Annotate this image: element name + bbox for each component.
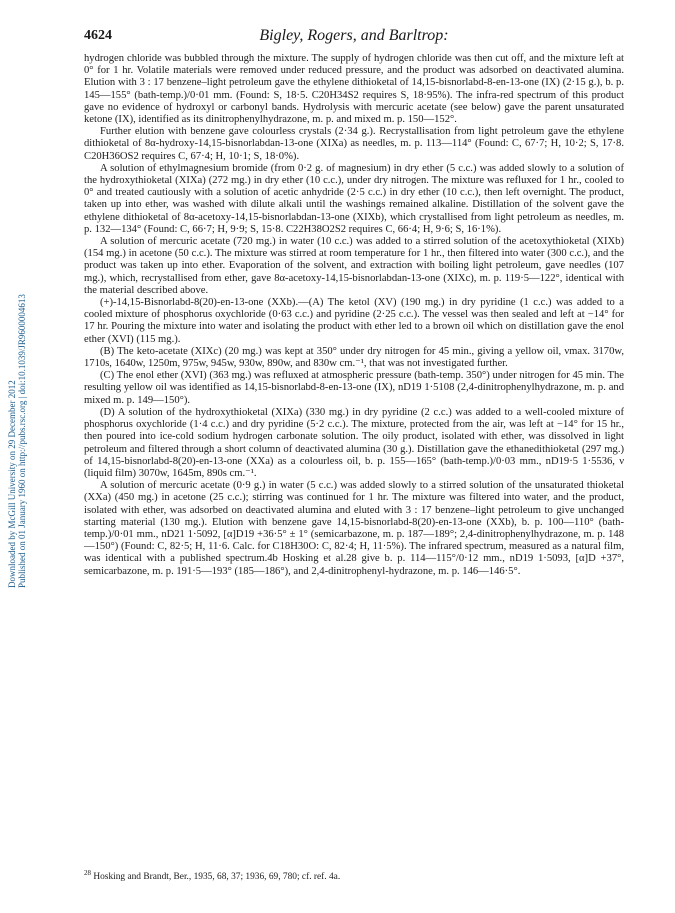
paragraph: A solution of mercuric acetate (0·9 g.) in water (5 c.c.) was added slowly to a stirred solution of the unsaturated thioketal (XXa) (450 mg.) in acetone (25 c.c.); stirring was continued for 1 hr. The mixture was filtered into water, and the product, isolated with ether, was adsorbed on deactivated alumina and eluted with 3 : 17 benzene–light petroleum to give unchanged starting material (130 mg.). Elution with benzene gave 14,15-bisnorlabd-8(20)-en-13-one (XXb), b. p. 100—110° (bath-temp.)/0·01 mm., nD21 1·5092, [α]D19 +36·5° ± 1° (semicarbazone, m. p. 187—189°; 2,4-dinitrophenylhydrazone, m. p. 148—150°) (Found: C, 82·5; H, 11·6. Calc. for C18H30O: C, 82·4; H, 11·5%). The infrared spectrum, measured as a natural film, was identical with a published spectrum.4b Hosking et al.28 give b. p. 114—115°/0·12 mm., nD19 1·5093, [α]D +37°, semicarbazone, m. p. 191·5—193° (185—186°), and 2,4-dinitrophenyl-hydrazone, m. p. 146—146·5°. xyxy=(84,480,624,577)
footnote-mark: 28 xyxy=(84,869,91,877)
publication-notice: Published on 01 January 1960 on http://pubs.rsc.org | doi:10.1039/JR9600004613 xyxy=(17,294,27,588)
download-watermark xyxy=(0,0,27,913)
article-body xyxy=(84,53,624,578)
paragraph: Further elution with benzene gave colourless crystals (2·34 g.). Recrystallisation from light petroleum gave the ethylene dithioketal of 8α-hydroxy-14,15-bisnorlabdan-13-one (XIXa) as needles, m. p. 113—114° (Found: C, 67·7; H, 10·2; S, 17·8. C20H36OS2 requires C, 67·4; H, 10·1; S, 18·0%). xyxy=(84,126,624,162)
paragraph: A solution of mercuric acetate (720 mg.) in water (10 c.c.) was added to a stirred solution of the acetoxythioketal (XIXb) (154 mg.) in acetone (50 c.c.). The mixture was stirred at room temperature for 1 hr., then filtered into water (300 c.c.), and the product was taken up into ether. Evaporation of the solvent, and extraction with boiling light petroleum, gave needles (107 mg.), which, recrystallised from ether, gave 8α-acetoxy-14,15-bisnorlabdan-13-one (XIXc), m. p. 119·5—122°, identical with the material described above. xyxy=(84,236,624,296)
running-head: Bigley, Rogers, and Barltrop: xyxy=(259,27,449,44)
paragraph: hydrogen chloride was bubbled through the mixture. The supply of hydrogen chloride was then cut off, and the mixture left at 0° for 1 hr. Volatile materials were removed under reduced pressure, and the product was adsorbed on deactivated alumina. Elution with 3 : 17 benzene–light petroleum gave the ethylene dithioketal of 14,15-bisnorlabd-8-en-13-one (IX) (2·15 g.), b. p. 145—155° (bath-temp.)/0·01 mm. (Found: S, 18·5. C20H34S2 requires S, 18·95%). The infra-red spectrum of this product gave no evidence of hydroxyl or carbonyl bands. Hydrolysis with mercuric acetate (see below) gave the parent unsaturated ketone (IX), identified as its dinitrophenylhydrazone, m. p. and mixed m. p. 150—152°. xyxy=(84,53,624,126)
paragraph: (+)-14,15-Bisnorlabd-8(20)-en-13-one (XXb).—(A) The ketol (XV) (190 mg.) in dry pyridine (1 c.c.) was added to a cooled mixture of phosphorus oxychloride (0·63 c.c.) and pyridine (2·25 c.c.). The vessel was then sealed and left at −14° for 17 hr. Pouring the mixture into water and isolating the product with ether led to a brown oil which on distillation gave the enol ether (XVI) (115 mg.). xyxy=(84,297,624,345)
paragraph: (C) The enol ether (XVI) (363 mg.) was refluxed at atmospheric pressure (bath-temp. 350°) under nitrogen for 45 min. The resulting yellow oil was identified as 14,15-bisnorlabd-8-en-13-one (IX), nD19 1·5108 (2,4-dinitrophenylhydrazone, m. p. and mixed m. p. 149—150°). xyxy=(84,370,624,406)
download-notice: Downloaded by McGill University on 29 December 2012 xyxy=(7,380,17,588)
page-number: 4624 xyxy=(84,28,112,43)
paragraph: (B) The keto-acetate (XIXc) (20 mg.) was kept at 350° under dry nitrogen for 45 min., giving a yellow oil, νmax. 3170w, 1710s, 1640w, 1250m, 975w, 945w, 930w, 890w, and 830w cm.⁻¹, that was not investigated further. xyxy=(84,345,624,370)
page-header xyxy=(84,28,624,48)
footnote-text: Hosking and Brandt, Ber., 1935, 68, 37; 1936, 69, 780; cf. ref. 4a. xyxy=(93,872,341,883)
footnote xyxy=(84,868,624,883)
paragraph: (D) A solution of the hydroxythioketal (XIXa) (330 mg.) in dry pyridine (2 c.c.) was added to a well-cooled mixture of phosphorus oxychloride (1·4 c.c.) and dry pyridine (5·2 c.c.). The mixture, protected from the air, was left at −14° for 15 hr., then poured into ice-cold sodium hydrogen carbonate solution. The oily product, isolated with ether, was dissolved in light petroleum and filtered through a short column of deactivated alumina (30 g.). Distillation gave the ethanedithioketal (297 mg.) of 14,15-bisnorlabd-8(20)-en-13-one (XXa) as a colourless oil, b. p. 155—165° (bath-temp.)/0·03 mm., nD19·5 1·5536, ν (liquid film) 3070w, 1645m, 890s cm.⁻¹. xyxy=(84,406,624,479)
paragraph: A solution of ethylmagnesium bromide (from 0·2 g. of magnesium) in dry ether (5 c.c.) was added slowly to a solution of the hydroxythioketal (XIXa) (272 mg.) in dry ether (10 c.c.), under dry nitrogen. The mixture was refluxed for 1 hr., cooled to 0° and treated cautiously with a solution of acetic anhydride (2·5 c.c.) in dry ether (10 c.c.), then left overnight. The product, taken up into ether, was washed with dilute alkali until the washings remained alkaline. Distillation of the solvent gave the ethylene dithioketal of 8α-acetoxy-14,15-bisnorlabdan-13-one (XIXb), which crystallised from light petroleum as needles, m. p. 132—134° (Found: C, 66·7; H, 9·9; S, 15·8. C22H38O2S2 requires C, 66·4; H, 9·6; S, 16·1%). xyxy=(84,162,624,235)
